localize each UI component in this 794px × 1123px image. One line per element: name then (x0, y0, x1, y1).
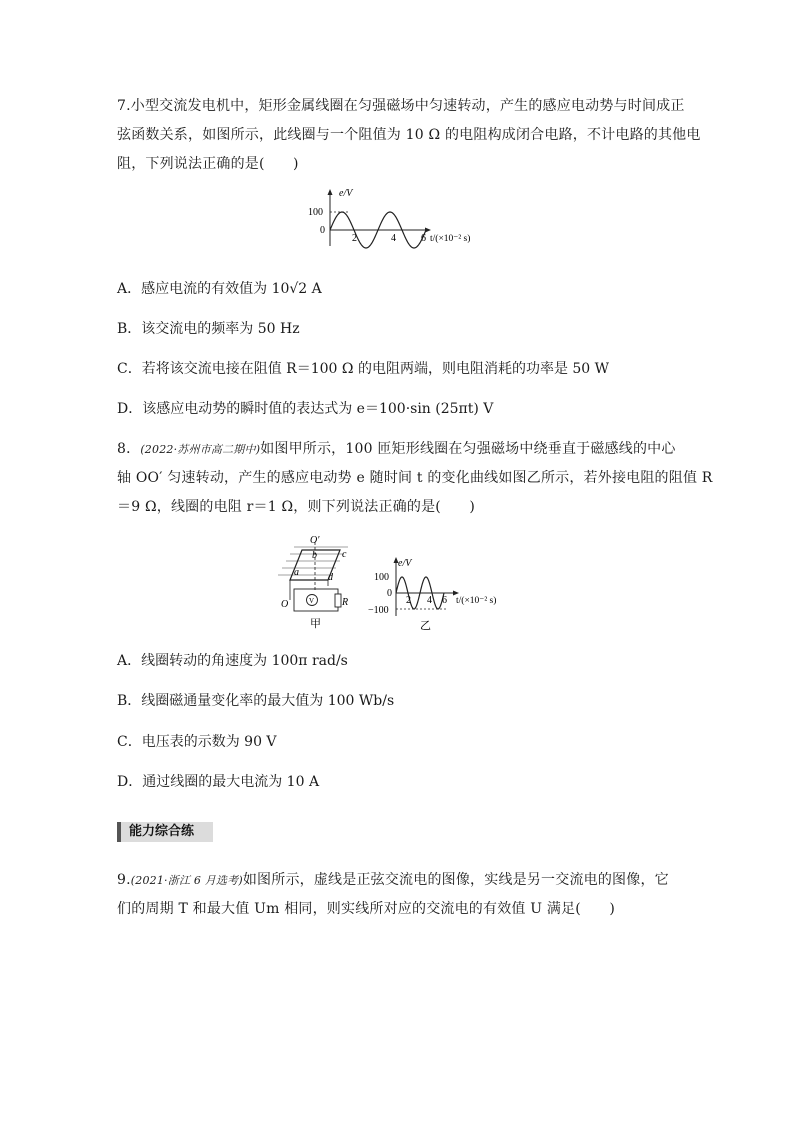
q8-xtick-4: 4 (427, 595, 432, 606)
q7-xtick-2: 2 (352, 233, 357, 244)
label-o: O (281, 599, 289, 610)
q7-option-d-letter: D． (117, 401, 143, 417)
q7-option-b-letter: B． (117, 321, 142, 337)
q7-option-c[interactable] (117, 360, 609, 378)
section-header: 能力综合练 (117, 822, 213, 842)
q7-option-b[interactable] (117, 320, 300, 338)
q9-source: (2021·浙江 6 月选考) (130, 874, 243, 887)
q8-option-d[interactable] (117, 773, 319, 791)
q7-option-a[interactable] (117, 280, 322, 298)
q7-stem-line-3: 阻，下列说法正确的是( ) (117, 156, 299, 172)
q8-option-c[interactable] (117, 733, 277, 751)
q7-option-a-text: 感应电流的有效值为 10√2 A (141, 281, 322, 297)
q8-option-d-text: 通过线圈的最大电流为 10 A (142, 774, 320, 790)
q7-y-axis-label: e/V (339, 188, 353, 199)
q8-option-c-text: 电压表的示数为 90 V (141, 734, 277, 750)
q8-option-b-text: 线圈磁通量变化率的最大值为 100 Wb/s (141, 693, 395, 709)
q7-xtick-6: 6 (421, 233, 426, 244)
q7-option-c-text: 若将该交流电接在阻值 R＝100 Ω 的电阻两端，则电阻消耗的功率是 50 W (141, 361, 610, 377)
resistor-icon (335, 594, 341, 607)
label-d: d (328, 572, 333, 583)
q7-option-c-letter: C． (117, 361, 142, 377)
q8-xtick-2: 2 (406, 595, 411, 606)
q8-y-axis-label: e/V (398, 558, 412, 569)
q8-option-a-letter: A． (117, 653, 142, 669)
q8-option-a-text: 线圈转动的角速度为 100π rad/s (141, 653, 348, 669)
caption-jia: 甲 (310, 618, 321, 630)
label-c: c (342, 549, 347, 560)
q7-x-axis-label: t/(×10⁻² s) (430, 234, 471, 244)
q8-x-axis-label: t/(×10⁻² s) (456, 596, 497, 606)
q8-stem-line-3: ＝9 Ω，线圈的电阻 r＝1 Ω，则下列说法正确的是( ) (117, 499, 475, 515)
q8-ymin-label: −100 (368, 605, 389, 616)
q7-graph (300, 186, 500, 250)
q8-option-c-letter: C． (117, 734, 142, 750)
q9-stem-line-1 (117, 871, 687, 890)
q8-ymax-label: 100 (374, 572, 389, 583)
label-o-prime: O′ (310, 535, 320, 546)
q7-option-a-letter: A． (117, 281, 142, 297)
caption-yi: 乙 (420, 620, 431, 632)
q7-option-d-text: 该感应电动势的瞬时值的表达式为 e＝100·sin (25πt) V (142, 401, 494, 417)
q8-zero-label: 0 (387, 588, 392, 599)
q7-option-d[interactable] (117, 400, 493, 418)
q7-xtick-4: 4 (391, 233, 396, 244)
q7-option-b-text: 该交流电的频率为 50 Hz (141, 321, 300, 337)
q8-stem-line-2: 轴 OO′ 匀速转动，产生的感应电动势 e 随时间 t 的变化曲线如图乙所示，若外接电阻的阻值 R (117, 470, 713, 486)
q8-figure-jia (276, 534, 356, 634)
q8-option-d-letter: D． (117, 774, 143, 790)
q8-option-b-letter: B． (117, 693, 142, 709)
q9-stem-line-2: 们的周期 T 和最大值 Um 相同，则实线所对应的交流电的有效值 U 满足( ) (117, 901, 616, 917)
q7-stem-line-2: 弦函数关系，如图所示，此线圈与一个阻值为 10 Ω 的电阻构成闭合电路，不计电路的其他电 (117, 127, 701, 143)
q8-source: (2022·苏州市高二期中) (140, 443, 261, 456)
q7-stem-line-1: 7.小型交流发电机中，矩形金属线圈在匀强磁场中匀速转动，产生的感应电动势与时间成正 (117, 98, 685, 114)
label-b: b (312, 550, 317, 561)
q8-option-b[interactable] (117, 692, 394, 710)
label-v: V (309, 597, 315, 605)
q7-zero-label: 0 (320, 225, 325, 236)
q8-option-a[interactable] (117, 652, 348, 670)
label-r: R (342, 597, 349, 608)
q8-stem-line-1 (117, 440, 687, 459)
q8-stem-line-1-text: 如图甲所示，100 匝矩形线圈在匀强磁场中绕垂直于磁感线的中心 (260, 441, 676, 457)
q8-figure-yi (368, 556, 518, 634)
q8-xtick-6: 6 (442, 595, 447, 606)
q9-number: 9. (117, 872, 131, 888)
q7-ymax-label: 100 (308, 207, 323, 218)
q8-number: 8． (117, 441, 141, 457)
q9-stem-line-1-text: 如图所示，虚线是正弦交流电的图像，实线是另一交流电的图像，它 (242, 872, 669, 888)
label-a: a (294, 567, 299, 578)
